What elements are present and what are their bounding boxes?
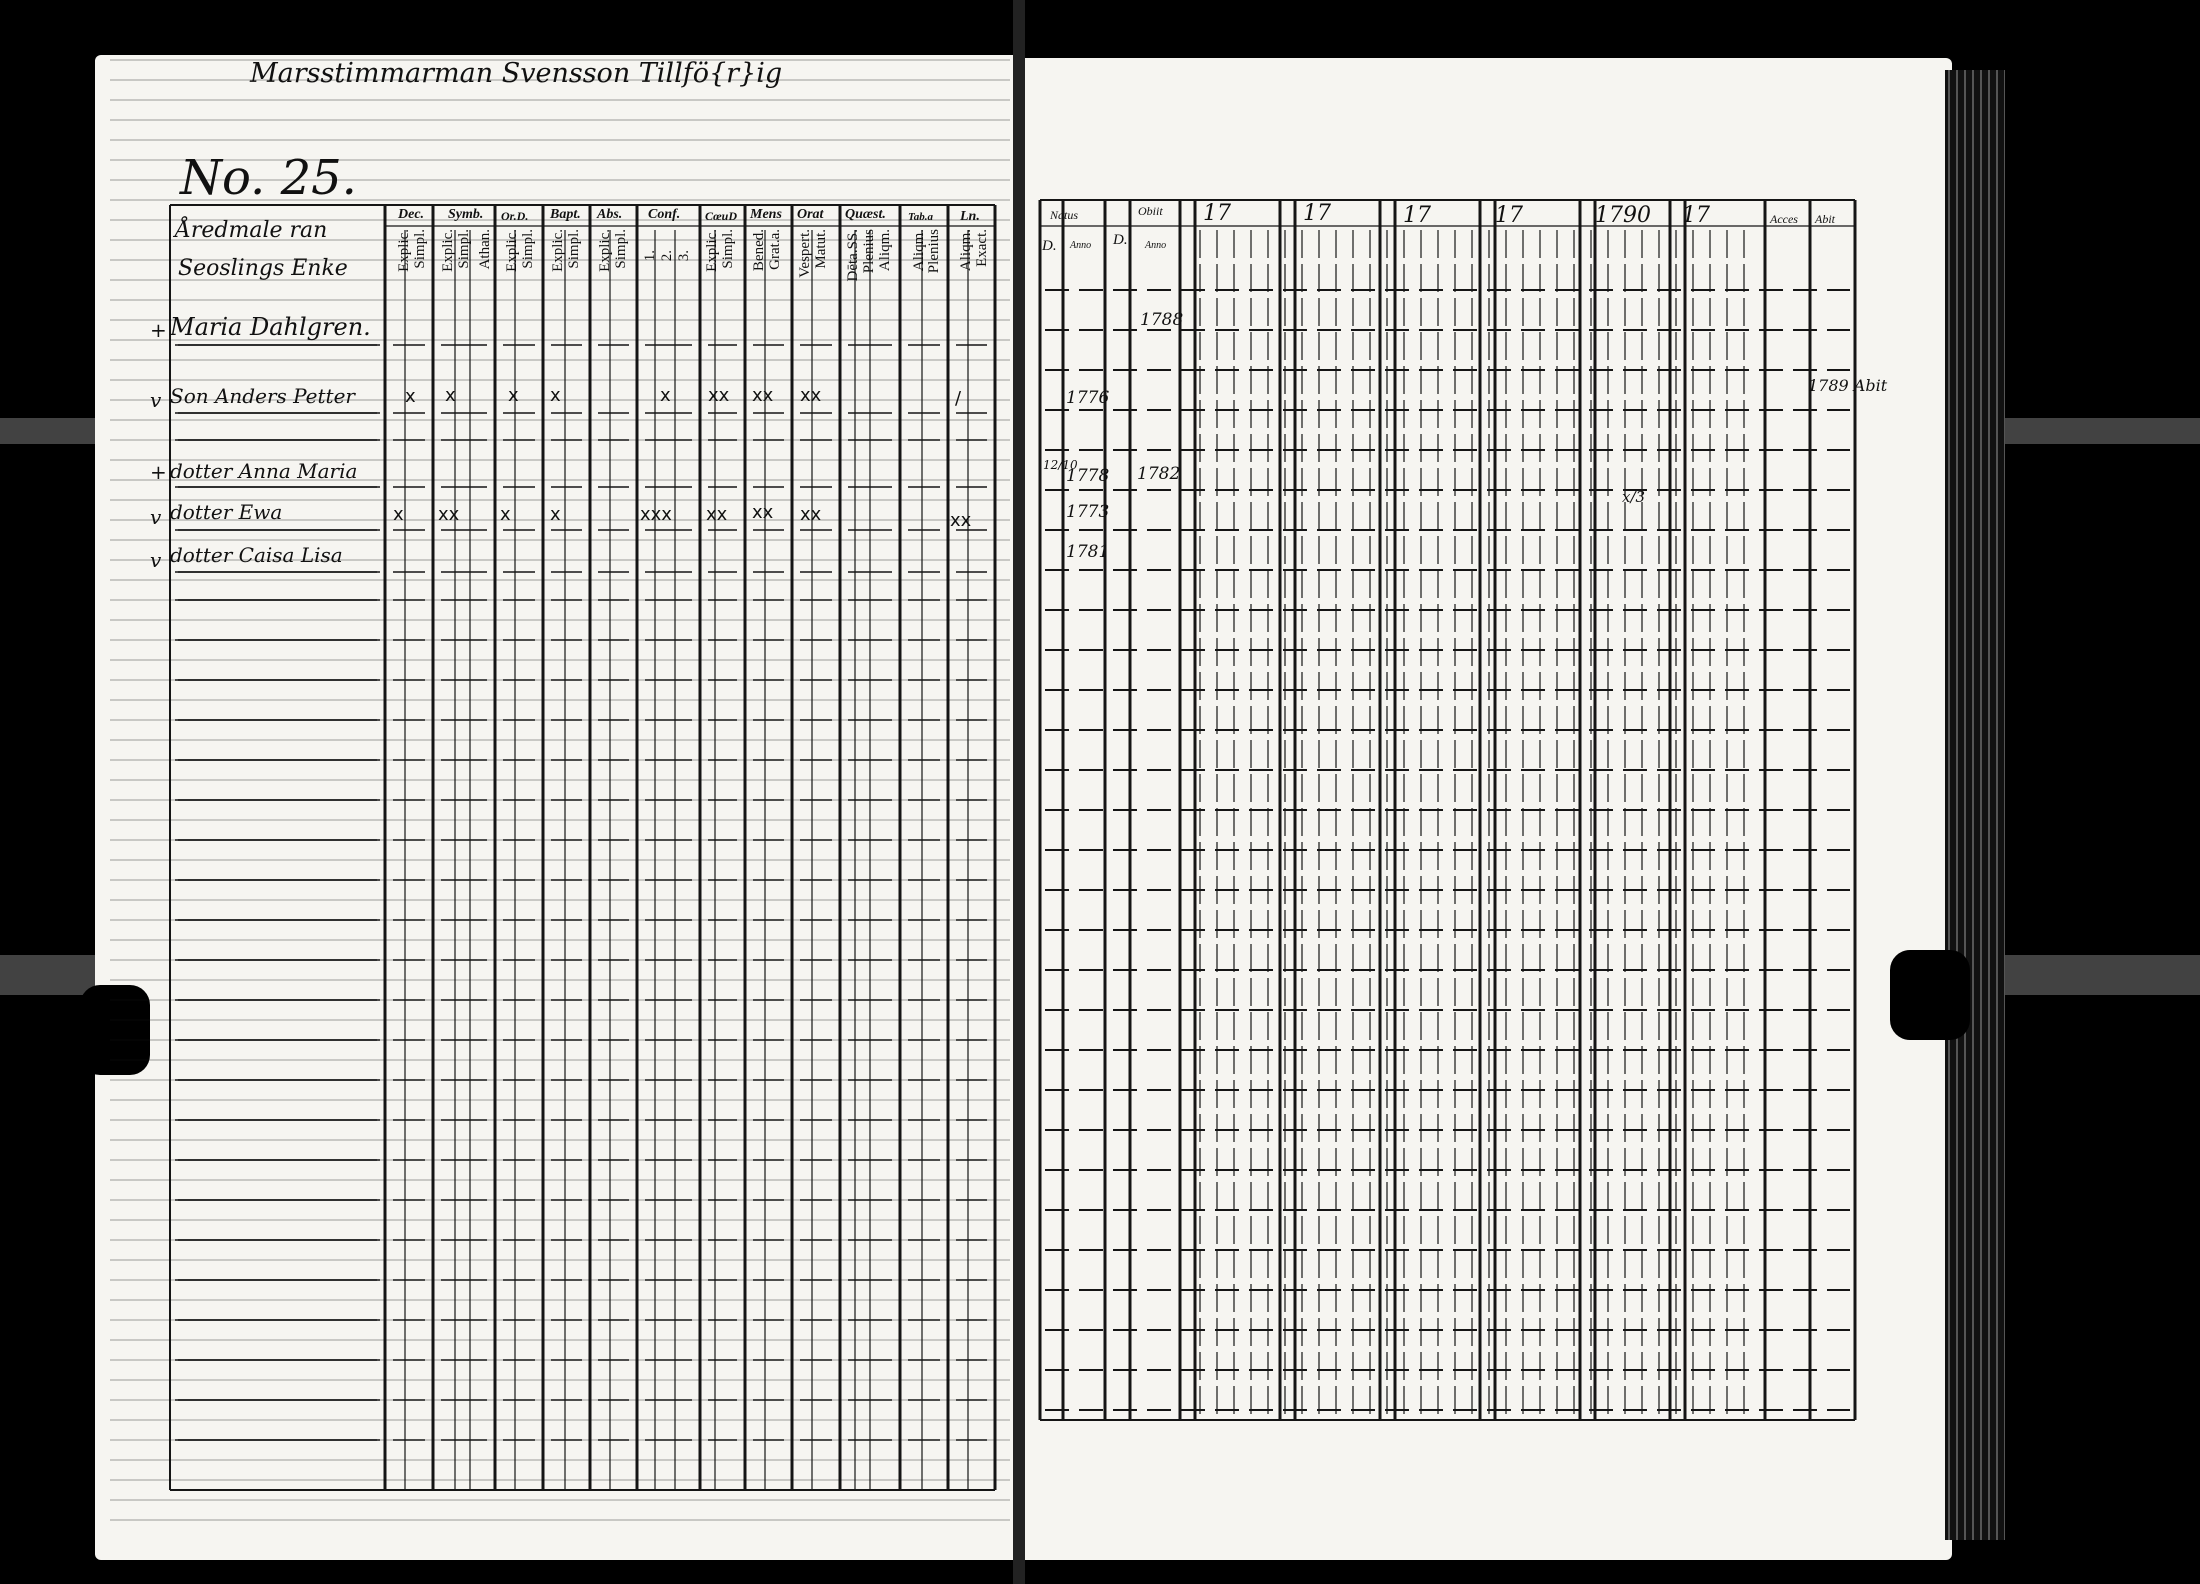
row-name: Maria Dahlgren. bbox=[170, 313, 371, 341]
sub-col: Simpl. bbox=[412, 229, 428, 269]
mark-symb: x bbox=[445, 385, 456, 406]
abiit-header: Abit bbox=[1815, 212, 1835, 226]
sub-col: Aliqm. bbox=[877, 229, 893, 272]
maria-obiit-year: 1788 bbox=[1140, 310, 1184, 330]
mark-ln: / bbox=[955, 388, 962, 409]
mark-dec: x bbox=[405, 386, 416, 407]
sub-col: Explic. bbox=[440, 229, 456, 272]
sub-col: Explic. bbox=[704, 229, 720, 272]
sub-col: Simpl. bbox=[520, 229, 536, 269]
year-header: 17 bbox=[1682, 203, 1710, 228]
record-number: No. 25. bbox=[180, 150, 357, 206]
mark-ln: xx bbox=[950, 510, 972, 531]
anders-abiit-note: 1789 Abit bbox=[1808, 376, 1888, 395]
mark-conf: x bbox=[660, 385, 671, 406]
row-prefix: v bbox=[150, 548, 162, 572]
col-header-abs: Abs. bbox=[597, 207, 623, 222]
name-header-line1: Åredmale ran bbox=[175, 218, 328, 243]
sub-col: Plenius bbox=[926, 229, 942, 274]
sub-col: Exact. bbox=[974, 229, 990, 267]
col-header-ln: Ln. bbox=[960, 209, 980, 224]
natus-anno-label: Anno bbox=[1070, 240, 1092, 251]
anna-natus-year: 1778 bbox=[1066, 466, 1110, 486]
sub-col: 2. bbox=[659, 250, 675, 262]
row-prefix: v bbox=[150, 505, 162, 529]
mark-mens: xx bbox=[752, 385, 774, 406]
col-header-orat: Orat bbox=[797, 207, 824, 222]
sub-col: Matut. bbox=[813, 229, 829, 269]
year-header-1790: 1790 bbox=[1595, 203, 1651, 228]
natus-day-label: D. bbox=[1042, 238, 1057, 254]
ewa-1790-mark: x/3 bbox=[1622, 488, 1646, 506]
row-prefix: + bbox=[150, 460, 167, 484]
col-header-quaest: Quæst. bbox=[845, 207, 886, 222]
ewa-natus-year: 1773 bbox=[1066, 502, 1110, 522]
mark-bapt: x bbox=[550, 504, 561, 525]
sub-col: Dēta.SS. bbox=[845, 229, 861, 282]
year-header: 17 bbox=[1303, 201, 1331, 226]
page-title-line: Marsstimmarman Svensson Tillfö{r}ig bbox=[250, 58, 783, 89]
col-header-ord: Or.D. bbox=[501, 209, 529, 223]
mark-ord: x bbox=[500, 504, 511, 525]
year-header: 17 bbox=[1203, 201, 1231, 226]
mark-symb: xx bbox=[438, 504, 460, 525]
row-name: dotter Caisa Lisa bbox=[170, 543, 343, 567]
year-header: 17 bbox=[1403, 203, 1431, 228]
sub-col: Grat.a. bbox=[767, 229, 783, 270]
sub-col: 3. bbox=[676, 250, 692, 262]
year-header: 17 bbox=[1495, 203, 1523, 228]
row-name: dotter Ewa bbox=[170, 500, 283, 524]
mark-coenad: xx bbox=[706, 504, 728, 525]
col-header-coenad: CœuD bbox=[705, 209, 738, 223]
mark-coenad: xx bbox=[708, 385, 730, 406]
obiit-header: Obiit bbox=[1138, 204, 1163, 218]
mark-orat: xx bbox=[800, 385, 822, 406]
sub-col: Simpl. bbox=[456, 229, 472, 269]
row-name: Son Anders Petter bbox=[170, 384, 355, 408]
mark-ord: x bbox=[508, 385, 519, 406]
name-header-line2: Seoslings Enke bbox=[178, 256, 348, 281]
sub-col: Simpl. bbox=[720, 229, 736, 269]
mark-mens: xx bbox=[752, 502, 774, 523]
sub-col: Explic. bbox=[597, 229, 613, 272]
sub-col: Aliqm. bbox=[958, 229, 974, 272]
sub-col: Bened. bbox=[751, 229, 767, 272]
sub-col: 1. bbox=[642, 250, 658, 262]
caisa-natus-year: 1781 bbox=[1066, 542, 1110, 562]
mark-dec: x bbox=[393, 504, 404, 525]
sub-col: Vespert. bbox=[797, 229, 813, 278]
col-header-mens: Mens bbox=[750, 207, 782, 222]
obiit-anno-label: Anno bbox=[1145, 240, 1167, 251]
sub-col: Simpl. bbox=[613, 229, 629, 269]
sub-col: Athan. bbox=[477, 229, 493, 270]
sub-col: Explic. bbox=[504, 229, 520, 272]
sub-col: Aliqm. bbox=[911, 229, 927, 272]
mark-orat: xx bbox=[800, 504, 822, 525]
anna-natus-day: 12/10 bbox=[1043, 458, 1078, 472]
col-header-symb: Symb. bbox=[448, 207, 484, 222]
sub-col: Explic. bbox=[396, 229, 412, 272]
col-header-bapt: Bapt. bbox=[550, 207, 581, 222]
row-name: dotter Anna Maria bbox=[170, 459, 358, 483]
sub-col: Plenius bbox=[861, 229, 877, 274]
col-header-dec: Dec. bbox=[398, 207, 425, 222]
anders-natus-year: 1776 bbox=[1066, 388, 1110, 408]
sub-col: Explic. bbox=[550, 229, 566, 272]
row-prefix: v bbox=[150, 388, 162, 412]
mark-bapt: x bbox=[550, 385, 561, 406]
accessit-header: Acces bbox=[1770, 212, 1798, 226]
mark-conf: xxx bbox=[640, 504, 672, 525]
col-header-conf: Conf. bbox=[648, 207, 681, 222]
natus-header: Natus bbox=[1050, 208, 1079, 222]
row-prefix: + bbox=[150, 318, 167, 342]
sub-col: Simpl. bbox=[566, 229, 582, 269]
obiit-day-label: D. bbox=[1113, 232, 1128, 248]
anna-obiit-year: 1782 bbox=[1137, 464, 1181, 484]
col-header-tab: Tab.a bbox=[908, 211, 933, 223]
